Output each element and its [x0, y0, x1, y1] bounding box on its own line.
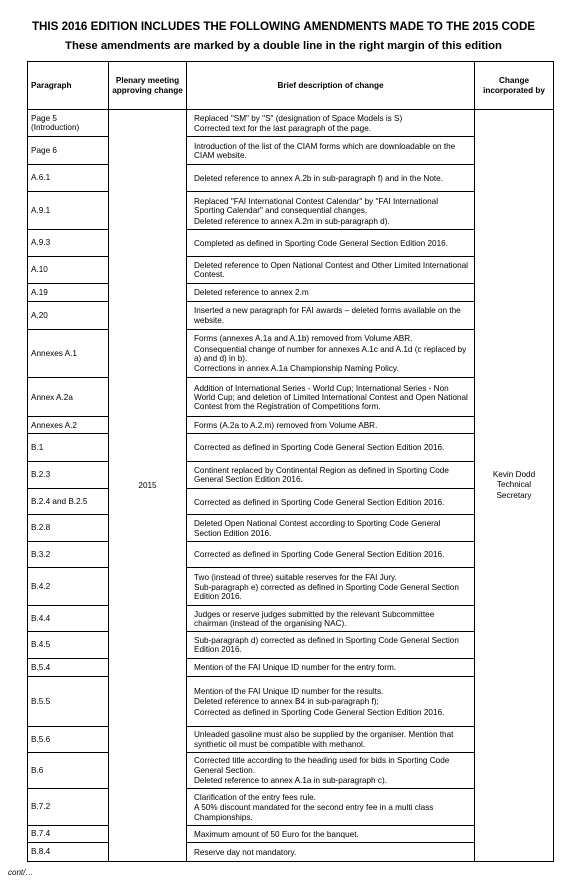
description-item: Continent replaced by Continental Region as defined in Sporting Code General Section Edition 2016. [194, 465, 449, 485]
description-item: Inserted a new paragraph for FAI awards – deleted forms available on the website. [194, 306, 461, 325]
description-item: Corrections in annex A.1a Championship Naming Policy. [194, 364, 399, 374]
amendments-table [27, 61, 554, 862]
paragraph-cell: A.20 [28, 302, 109, 329]
description-cell [187, 110, 475, 137]
description-item: Completed as defined in Sporting Code General Section Edition 2016. [194, 238, 448, 248]
description-item: Deleted reference to Open National Contest and Other Limited International Contest. [194, 261, 468, 280]
description-item: Sub-paragraph d) corrected as defined in Sporting Code General Section Edition 2016. [194, 635, 459, 655]
paragraph-cell: B.5.6 [28, 726, 109, 752]
description-item: Deleted Open National Contest according to Sporting Code General Section Edition 2016. [194, 519, 441, 538]
description-item: Corrected as defined in Sporting Code General Section Edition 2016. [194, 707, 445, 717]
page-title: THIS 2016 EDITION INCLUDES THE FOLLOWING AMENDMENTS MADE TO THE 2015 CODE [31, 20, 536, 33]
description-item: Forms (A.2a to A.2.m) removed from Volume ABR. [194, 421, 378, 431]
paragraph-cell: A.10 [28, 256, 109, 283]
description-item: Replaced "FAI International Contest Calendar" by "FAI International Sporting Calendar" and consequential changes. [194, 196, 439, 216]
description-cell [187, 753, 475, 789]
description-cell [187, 541, 475, 567]
description-item: Corrected text for the last paragraph of the page. [194, 124, 372, 134]
description-cell [187, 788, 475, 825]
paragraph-cell: A.9.1 [28, 192, 109, 230]
description-item: Judges or reserve judges submitted by the relevant Subcommittee chairman (instead of the organising NAC). [194, 609, 435, 628]
description-item: Addition of International Series - World Cup; International Series - Non World Cup; and deletion of Limited International Contest and Open National Contest from the Registration of Competitions form. [194, 383, 468, 412]
description-item: Replaced "SM" by "S" (designation of Space Models is S) [194, 113, 403, 123]
change-by-role-2: Secretary [496, 490, 532, 500]
description-cell [187, 256, 475, 283]
paragraph-cell: B.4.5 [28, 631, 109, 658]
change-by-role-1: Technical [496, 480, 532, 490]
description-cell [187, 230, 475, 256]
paragraph-cell: B.7.4 [28, 825, 109, 842]
description-cell [187, 417, 475, 434]
description-item: Mention of the FAI Unique ID number for the entry form. [194, 663, 397, 673]
paragraph-cell: B.5.5 [28, 677, 109, 727]
paragraph-cell: B.6 [28, 753, 109, 789]
column-header-change-by: Change incorporated by [475, 62, 554, 110]
description-item: Introduction of the list of the CIAM forms which are downloadable on the CIAM website. [194, 141, 456, 161]
description-cell [187, 659, 475, 677]
description-cell [187, 302, 475, 329]
description-cell [187, 461, 475, 488]
table-row [28, 110, 554, 137]
description-cell [187, 434, 475, 461]
description-item: Corrected as defined in Sporting Code General Section Edition 2016. [194, 443, 445, 453]
paragraph-cell: B.3.2 [28, 541, 109, 567]
description-item: A 50% discount mandated for the second entry fee in a multi class Championships. [194, 803, 434, 822]
description-cell [187, 137, 475, 164]
paragraph-cell: B.4.2 [28, 568, 109, 606]
paragraph-cell: B.2.8 [28, 515, 109, 541]
description-item: Deleted reference to annex A.1a in sub-paragraph c). [194, 776, 387, 786]
amendments-body [28, 110, 554, 862]
paragraph-cell: B.1 [28, 434, 109, 461]
description-cell [187, 842, 475, 861]
description-cell [187, 489, 475, 515]
plenary-cell: 2015 [109, 110, 187, 862]
description-item: Deleted reference to annex B4 in sub-paragraph f); [194, 697, 379, 707]
paragraph-cell: A.19 [28, 284, 109, 302]
description-cell [187, 726, 475, 752]
paragraph-cell: A.6.1 [28, 164, 109, 191]
description-item: Consequential change of number for annexes A.1c and A.1d (c replaced by a) and d) in b). [194, 344, 467, 363]
column-header-plenary: Plenary meeting approving change [109, 62, 187, 110]
description-item: Deleted reference to annex A.2b in sub-paragraph f) and in the Note. [194, 173, 443, 183]
description-item: Unleaded gasoline must also be supplied by the organiser. Mention that synthetic oil must be compatible with methanol. [194, 730, 454, 749]
description-cell [187, 606, 475, 631]
description-item: Two (instead of three) suitable reserves for the FAI Jury. [194, 572, 397, 582]
paragraph-cell: Annexes A.1 [28, 329, 109, 378]
description-cell [187, 568, 475, 606]
paragraph-cell: Page 6 [28, 137, 109, 164]
description-cell [187, 515, 475, 541]
description-cell [187, 192, 475, 230]
description-item: Forms (annexes A.1a and A.1b) removed from Volume ABR. [194, 334, 413, 344]
paragraph-cell: Annexes A.2 [28, 417, 109, 434]
description-cell [187, 164, 475, 191]
description-item: Maximum amount of 50 Euro for the banquet. [194, 829, 359, 839]
paragraph-cell: B.4.4 [28, 606, 109, 631]
description-item: Sub-paragraph e) corrected as defined in Sporting Code General Section Edition 2016. [194, 583, 459, 602]
description-cell [187, 631, 475, 658]
paragraph-cell: B.7.2 [28, 788, 109, 825]
description-cell [187, 329, 475, 378]
description-cell [187, 378, 475, 417]
description-item: Deleted reference to annex 2.m [194, 288, 309, 298]
continued-note: cont/… [8, 868, 34, 877]
column-header-description: Brief description of change [187, 62, 475, 110]
description-item: Corrected as defined in Sporting Code General Section Edition 2016. [194, 550, 445, 560]
description-item: Deleted reference to annex A.2m in sub-paragraph d). [194, 216, 390, 226]
description-cell [187, 677, 475, 727]
paragraph-cell: B.2.4 and B.2.5 [28, 489, 109, 515]
description-item: Clarification of the entry fees rule. [194, 792, 316, 802]
page-subtitle: These amendments are marked by a double line in the right margin of this edition [65, 40, 502, 52]
description-item: Reserve day not mandatory. [194, 847, 297, 857]
change-by-name: Kevin Dodd [492, 469, 536, 479]
change-by-cell [475, 110, 554, 862]
paragraph-cell: Annex A.2a [28, 378, 109, 417]
description-item: Corrected as defined in Sporting Code General Section Edition 2016. [194, 497, 445, 507]
column-header-paragraph: Paragraph [28, 62, 109, 110]
description-item: Corrected title according to the heading used for bids in Sporting Code General Section. [194, 756, 450, 775]
paragraph-cell: B.5.4 [28, 659, 109, 677]
paragraph-cell: A.9.3 [28, 230, 109, 256]
description-cell [187, 284, 475, 302]
description-cell [187, 825, 475, 842]
paragraph-cell: B.8.4 [28, 842, 109, 861]
description-item: Mention of the FAI Unique ID number for the results. [194, 686, 384, 696]
paragraph-cell: Page 5 (Introduction) [28, 110, 109, 137]
paragraph-cell: B.2.3 [28, 461, 109, 488]
